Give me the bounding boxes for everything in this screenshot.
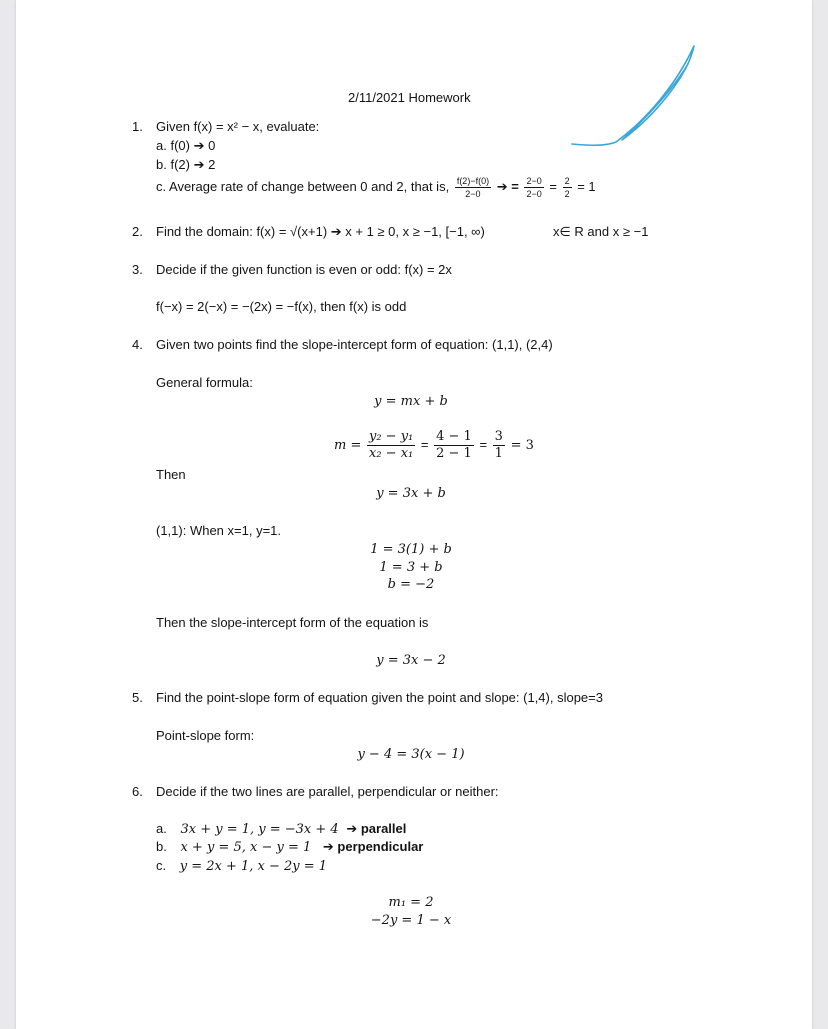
q6-work-2: −2y = 1 − x (370, 913, 452, 928)
q1-c-frac3-den: 2 (564, 189, 570, 200)
q5-answer: y − 4 = 3(x − 1) (357, 747, 465, 762)
q6-a-equations: 3x + y = 1, y = −3x + 4 (180, 822, 339, 837)
q6-work-1: m₁ = 2 (388, 895, 434, 910)
q3-work: f(−x) = 2(−x) = −(2x) = −f(x), then f(x) is odd (156, 299, 407, 314)
q3-number: 3. (132, 262, 143, 277)
q4-step-3: b = −2 (387, 577, 435, 592)
q4-m-frac2-num: 4 − 1 (436, 429, 472, 445)
q1-c-frac3-num: 2 (564, 176, 570, 187)
q1-c-fraction-2 (524, 175, 543, 200)
q4-general-label: General formula: (156, 375, 253, 390)
q4-answer: y = 3x − 2 (376, 653, 446, 668)
q4-m-fraction-3 (493, 429, 505, 462)
q4-m-lead: m = (334, 438, 362, 453)
q4-m-fraction-1 (367, 429, 415, 462)
q6-a-label: a. (156, 821, 167, 836)
q1-c-frac1-num: f(2)−f(0) (456, 176, 490, 187)
q4-m-frac3-den: 1 (494, 446, 503, 462)
q1-prompt: Given f(x) = x² − x, evaluate: (156, 119, 320, 134)
q4-m-frac1-den: x₂ − x₁ (369, 446, 414, 462)
q4-m-fraction-2 (434, 429, 474, 462)
q6-c-label: c. (156, 858, 167, 873)
q1-c-eq: = (549, 179, 557, 194)
q1-part-b: b. f(2) ➔ 2 (156, 157, 216, 172)
q6-part-b (156, 839, 423, 856)
q4-text: Given two points find the slope-intercept form of equation: (1,1), (2,4) (156, 337, 553, 352)
q4-point-note: (1,1): When x=1, y=1. (156, 523, 282, 538)
q5-number: 5. (132, 690, 143, 705)
q4-m-eq2: = (479, 437, 488, 452)
q1-c-lead: c. Average rate of change between 0 and 2, that is, (156, 179, 450, 194)
document-page (16, 0, 812, 1029)
page-title: 2/11/2021 Homework (348, 90, 471, 105)
scribble-stroke (572, 46, 694, 145)
q4-m-frac1-num: y₂ − y₁ (368, 429, 414, 445)
q1-c-fraction-1 (455, 175, 491, 200)
q1-c-frac2-num: 2−0 (526, 176, 542, 187)
q1-c-result: = 1 (577, 179, 596, 194)
q4-slope-computation (334, 427, 534, 464)
q4-then-equation: y = 3x + b (376, 486, 446, 501)
q4-number: 4. (132, 337, 143, 352)
q6-part-a (156, 821, 406, 838)
q2-number: 2. (132, 224, 143, 239)
q6-text: Decide if the two lines are parallel, perpendicular or neither: (156, 784, 499, 799)
q1-c-frac1-den: 2−0 (465, 189, 481, 200)
q2-text: Find the domain: f(x) = √(x+1) ➔ x + 1 ≥ 0, x ≥ −1, [−1, ∞) (156, 224, 485, 239)
q6-a-answer: ➔ parallel (346, 821, 407, 836)
q4-m-result: = 3 (510, 438, 534, 453)
q4-conclusion: Then the slope-intercept form of the equation is (156, 615, 429, 630)
q6-b-equations: x + y = 5, x − y = 1 (180, 840, 312, 855)
q4-step-1: 1 = 3(1) + b (370, 542, 452, 557)
q6-b-answer: ➔ perpendicular (322, 839, 424, 854)
q4-m-frac2-den: 2 − 1 (436, 446, 472, 462)
q5-text: Find the point-slope form of equation given the point and slope: (1,4), slope=3 (156, 690, 603, 705)
q3-text: Decide if the given function is even or odd: f(x) = 2x (156, 262, 452, 277)
q4-m-eq1: = (420, 437, 429, 452)
q1-c-frac2-den: 2−0 (526, 189, 542, 200)
q4-m-frac3-num: 3 (494, 429, 503, 445)
q6-number: 6. (132, 784, 143, 799)
q6-part-c (156, 858, 327, 875)
q6-c-equations: y = 2x + 1, x − 2y = 1 (179, 859, 328, 874)
q1-number: 1. (132, 119, 143, 134)
q6-b-label: b. (156, 839, 167, 854)
q5-label: Point-slope form: (156, 728, 255, 743)
q1-c-fraction-3 (563, 175, 572, 200)
q4-step-2: 1 = 3 + b (379, 560, 443, 575)
q4-then-label: Then (156, 467, 186, 482)
q1-part-c (156, 174, 596, 200)
q1-c-arrow: ➔ = (496, 179, 519, 194)
q2-note: x∈ R and x ≥ −1 (553, 224, 649, 239)
q1-part-a: a. f(0) ➔ 0 (156, 138, 216, 153)
q4-general-formula: y = mx + b (374, 394, 448, 409)
